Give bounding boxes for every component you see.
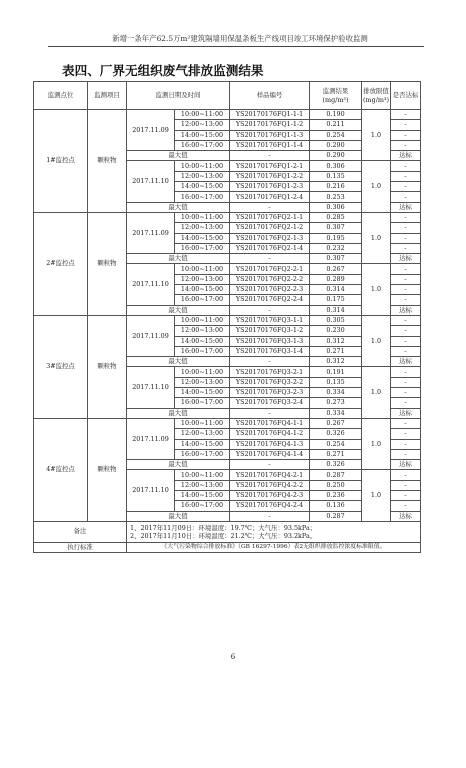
result-value: 0.254: [310, 439, 362, 449]
remark-label: 备注: [34, 521, 127, 542]
sample-date: 2017.11.09: [127, 212, 175, 253]
compliance: -: [391, 367, 421, 377]
result-value: 0.271: [310, 449, 362, 459]
compliance: -: [391, 110, 421, 120]
sample-id: YS20170176FQ3-2-3: [230, 388, 310, 398]
monitor-point: 4#监控点: [34, 418, 88, 521]
sample-time: 14:00~15:00: [175, 130, 230, 140]
monitor-item: 颗粒物: [88, 418, 127, 521]
sample-time: 12:00~13:00: [175, 377, 230, 387]
monitor-item: 颗粒物: [88, 212, 127, 315]
max-value: 0.326: [310, 460, 362, 470]
max-sample-placeholder: -: [230, 151, 310, 161]
sample-id: YS20170176FQ2-2-4: [230, 295, 310, 305]
max-value: 0.334: [310, 408, 362, 418]
compliance: -: [391, 388, 421, 398]
sample-id: YS20170176FQ4-2-2: [230, 480, 310, 490]
col-header-result: 监测结果 (mg/m³): [310, 82, 362, 110]
sample-id: YS20170176FQ4-1-3: [230, 439, 310, 449]
result-value: 0.307: [310, 223, 362, 233]
sample-time: 12:00~13:00: [175, 171, 230, 181]
result-value: 0.135: [310, 171, 362, 181]
max-compliance: 达标: [391, 305, 421, 315]
emission-limit: 1.0: [362, 315, 391, 366]
compliance: -: [391, 490, 421, 500]
max-label: 最大值: [127, 408, 230, 418]
remark-row: [34, 521, 421, 542]
compliance: -: [391, 171, 421, 181]
sample-id: YS20170176FQ3-2-4: [230, 398, 310, 408]
result-value: 0.254: [310, 130, 362, 140]
max-value: 0.307: [310, 254, 362, 264]
table-row: [34, 315, 421, 325]
result-value: 0.211: [310, 120, 362, 130]
monitor-item: 颗粒物: [88, 315, 127, 418]
table-title: 表四、厂界无组织废气排放监测结果: [62, 63, 264, 78]
sample-date: 2017.11.09: [127, 315, 175, 356]
compliance: -: [391, 243, 421, 253]
result-value: 0.135: [310, 377, 362, 387]
compliance: -: [391, 120, 421, 130]
sample-date: 2017.11.10: [127, 470, 175, 511]
page-number: 6: [230, 653, 236, 661]
max-sample-placeholder: -: [230, 202, 310, 212]
sample-time: 14:00~15:00: [175, 233, 230, 243]
max-label: 最大值: [127, 305, 230, 315]
result-value: 0.306: [310, 161, 362, 171]
sample-time: 14:00~15:00: [175, 182, 230, 192]
sample-id: YS20170176FQ3-1-1: [230, 315, 310, 325]
sample-time: 10:00~11:00: [175, 315, 230, 325]
compliance: -: [391, 315, 421, 325]
compliance: -: [391, 274, 421, 284]
result-value: 0.216: [310, 182, 362, 192]
col-header-limit: 排放限值 (mg/m³): [362, 82, 391, 110]
max-label: 最大值: [127, 511, 230, 521]
monitor-item: 颗粒物: [88, 110, 127, 213]
table-header-row: [34, 82, 421, 110]
result-value: 0.289: [310, 274, 362, 284]
result-value: 0.314: [310, 285, 362, 295]
emission-results-table: [33, 81, 421, 553]
max-compliance: 达标: [391, 511, 421, 521]
sample-time: 10:00~11:00: [175, 470, 230, 480]
compliance: -: [391, 326, 421, 336]
result-value: 0.253: [310, 192, 362, 202]
sample-id: YS20170176FQ1-2-3: [230, 182, 310, 192]
col-header-datetime: 监测日期及时间: [127, 82, 230, 110]
sample-time: 12:00~13:00: [175, 120, 230, 130]
result-value: 0.195: [310, 233, 362, 243]
col-header-item: 监测项目: [88, 82, 127, 110]
compliance: -: [391, 480, 421, 490]
sample-id: YS20170176FQ1-1-2: [230, 120, 310, 130]
standard-text: 《大气污染物综合排放标准》（GB 16297-1996）表2无组织排放监控浓度标准限值。: [127, 542, 421, 552]
sample-id: YS20170176FQ3-1-4: [230, 346, 310, 356]
table-row: [34, 418, 421, 428]
sample-time: 12:00~13:00: [175, 326, 230, 336]
sample-id: YS20170176FQ1-1-4: [230, 140, 310, 150]
sample-id: YS20170176FQ1-2-1: [230, 161, 310, 171]
emission-limit: 1.0: [362, 367, 391, 418]
sample-id: YS20170176FQ3-1-3: [230, 336, 310, 346]
standard-label: 执行标准: [34, 542, 127, 552]
sample-date: 2017.11.09: [127, 110, 175, 151]
compliance: -: [391, 418, 421, 428]
compliance: -: [391, 192, 421, 202]
max-sample-placeholder: -: [230, 511, 310, 521]
table-row: [34, 110, 421, 120]
max-label: 最大值: [127, 357, 230, 367]
compliance: -: [391, 501, 421, 511]
sample-time: 14:00~15:00: [175, 388, 230, 398]
sample-time: 10:00~11:00: [175, 161, 230, 171]
sample-time: 14:00~15:00: [175, 439, 230, 449]
result-value: 0.326: [310, 429, 362, 439]
sample-time: 10:00~11:00: [175, 212, 230, 222]
compliance: -: [391, 233, 421, 243]
result-value: 0.287: [310, 470, 362, 480]
sample-time: 10:00~11:00: [175, 367, 230, 377]
sample-id: YS20170176FQ1-2-2: [230, 171, 310, 181]
sample-time: 14:00~15:00: [175, 285, 230, 295]
sample-id: YS20170176FQ4-1-2: [230, 429, 310, 439]
emission-limit: 1.0: [362, 161, 391, 212]
sample-id: YS20170176FQ2-2-2: [230, 274, 310, 284]
result-value: 0.230: [310, 326, 362, 336]
sample-time: 16:00~17:00: [175, 295, 230, 305]
table-row: [34, 212, 421, 222]
compliance: -: [391, 223, 421, 233]
compliance: -: [391, 336, 421, 346]
sample-time: 16:00~17:00: [175, 398, 230, 408]
max-value: 0.287: [310, 511, 362, 521]
result-value: 0.271: [310, 346, 362, 356]
sample-time: 12:00~13:00: [175, 274, 230, 284]
sample-time: 12:00~13:00: [175, 429, 230, 439]
sample-time: 16:00~17:00: [175, 501, 230, 511]
sample-date: 2017.11.10: [127, 264, 175, 305]
result-value: 0.312: [310, 336, 362, 346]
compliance: -: [391, 140, 421, 150]
sample-id: YS20170176FQ2-1-1: [230, 212, 310, 222]
sample-time: 16:00~17:00: [175, 140, 230, 150]
sample-id: YS20170176FQ1-1-3: [230, 130, 310, 140]
remark-line: 1、2017年11月09日：环境温度：19.7℃；大气压：93.5kPa；: [130, 523, 317, 532]
compliance: -: [391, 161, 421, 171]
result-value: 0.136: [310, 501, 362, 511]
emission-limit: 1.0: [362, 470, 391, 521]
max-value: 0.290: [310, 151, 362, 161]
sample-time: 16:00~17:00: [175, 449, 230, 459]
compliance: -: [391, 429, 421, 439]
sample-id: YS20170176FQ2-2-1: [230, 264, 310, 274]
compliance: -: [391, 295, 421, 305]
compliance: -: [391, 182, 421, 192]
compliance: -: [391, 285, 421, 295]
sample-id: YS20170176FQ2-1-2: [230, 223, 310, 233]
compliance: -: [391, 439, 421, 449]
sample-date: 2017.11.10: [127, 161, 175, 202]
standard-row: [34, 542, 421, 552]
sample-date: 2017.11.09: [127, 418, 175, 459]
max-value: 0.314: [310, 305, 362, 315]
result-value: 0.334: [310, 388, 362, 398]
sample-id: YS20170176FQ2-1-3: [230, 233, 310, 243]
sample-id: YS20170176FQ4-2-4: [230, 501, 310, 511]
compliance: -: [391, 470, 421, 480]
result-value: 0.190: [310, 110, 362, 120]
header-divider: [48, 46, 424, 47]
max-sample-placeholder: -: [230, 460, 310, 470]
sample-id: YS20170176FQ4-1-4: [230, 449, 310, 459]
result-value: 0.290: [310, 140, 362, 150]
max-compliance: 达标: [391, 357, 421, 367]
emission-limit: 1.0: [362, 212, 391, 263]
sample-time: 14:00~15:00: [175, 336, 230, 346]
sample-time: 12:00~13:00: [175, 223, 230, 233]
result-value: 0.267: [310, 264, 362, 274]
sample-time: 12:00~13:00: [175, 480, 230, 490]
sample-id: YS20170176FQ4-2-3: [230, 490, 310, 500]
monitor-point: 3#监控点: [34, 315, 88, 418]
sample-id: YS20170176FQ2-1-4: [230, 243, 310, 253]
compliance: -: [391, 398, 421, 408]
monitor-point: 2#监控点: [34, 212, 88, 315]
sample-id: YS20170176FQ4-1-1: [230, 418, 310, 428]
emission-limit: 1.0: [362, 110, 391, 161]
max-compliance: 达标: [391, 151, 421, 161]
sample-id: YS20170176FQ3-2-1: [230, 367, 310, 377]
sample-time: 16:00~17:00: [175, 346, 230, 356]
sample-time: 10:00~11:00: [175, 264, 230, 274]
result-value: 0.285: [310, 212, 362, 222]
col-header-sample: 样品编号: [230, 82, 310, 110]
max-label: 最大值: [127, 254, 230, 264]
col-header-compliance: 是否达标: [391, 82, 421, 110]
result-value: 0.250: [310, 480, 362, 490]
sample-id: YS20170176FQ2-2-3: [230, 285, 310, 295]
max-sample-placeholder: -: [230, 305, 310, 315]
max-label: 最大值: [127, 151, 230, 161]
result-value: 0.232: [310, 243, 362, 253]
compliance: -: [391, 212, 421, 222]
max-label: 最大值: [127, 460, 230, 470]
max-label: 最大值: [127, 202, 230, 212]
sample-id: YS20170176FQ1-1-1: [230, 110, 310, 120]
result-value: 0.175: [310, 295, 362, 305]
emission-limit: 1.0: [362, 418, 391, 469]
result-value: 0.236: [310, 490, 362, 500]
max-compliance: 达标: [391, 254, 421, 264]
compliance: -: [391, 264, 421, 274]
sample-time: 14:00~15:00: [175, 490, 230, 500]
monitor-point: 1#监控点: [34, 110, 88, 213]
sample-id: YS20170176FQ3-2-2: [230, 377, 310, 387]
max-sample-placeholder: -: [230, 254, 310, 264]
compliance: -: [391, 130, 421, 140]
table-body: [34, 110, 421, 522]
max-sample-placeholder: -: [230, 357, 310, 367]
col-header-point: 监测点位: [34, 82, 88, 110]
result-value: 0.191: [310, 367, 362, 377]
page-header: 新增一条年产62.5万m²建筑隔墙用保温条板生产线项目竣工环境保护验收监测: [112, 34, 368, 43]
result-value: 0.267: [310, 418, 362, 428]
emission-limit: 1.0: [362, 264, 391, 315]
max-value: 0.312: [310, 357, 362, 367]
max-value: 0.306: [310, 202, 362, 212]
sample-time: 10:00~11:00: [175, 110, 230, 120]
max-compliance: 达标: [391, 202, 421, 212]
remark-line: 2、2017年11月10日：环境温度：21.2℃；大气压：93.2kPa。: [130, 531, 317, 540]
sample-time: 16:00~17:00: [175, 192, 230, 202]
result-value: 0.305: [310, 315, 362, 325]
sample-date: 2017.11.10: [127, 367, 175, 408]
max-sample-placeholder: -: [230, 408, 310, 418]
sample-id: YS20170176FQ4-2-1: [230, 470, 310, 480]
compliance: -: [391, 346, 421, 356]
max-compliance: 达标: [391, 408, 421, 418]
sample-time: 16:00~17:00: [175, 243, 230, 253]
sample-id: YS20170176FQ3-1-2: [230, 326, 310, 336]
compliance: -: [391, 449, 421, 459]
sample-id: YS20170176FQ1-2-4: [230, 192, 310, 202]
compliance: -: [391, 377, 421, 387]
result-value: 0.273: [310, 398, 362, 408]
sample-time: 10:00~11:00: [175, 418, 230, 428]
remark-text: [127, 521, 421, 542]
max-compliance: 达标: [391, 460, 421, 470]
